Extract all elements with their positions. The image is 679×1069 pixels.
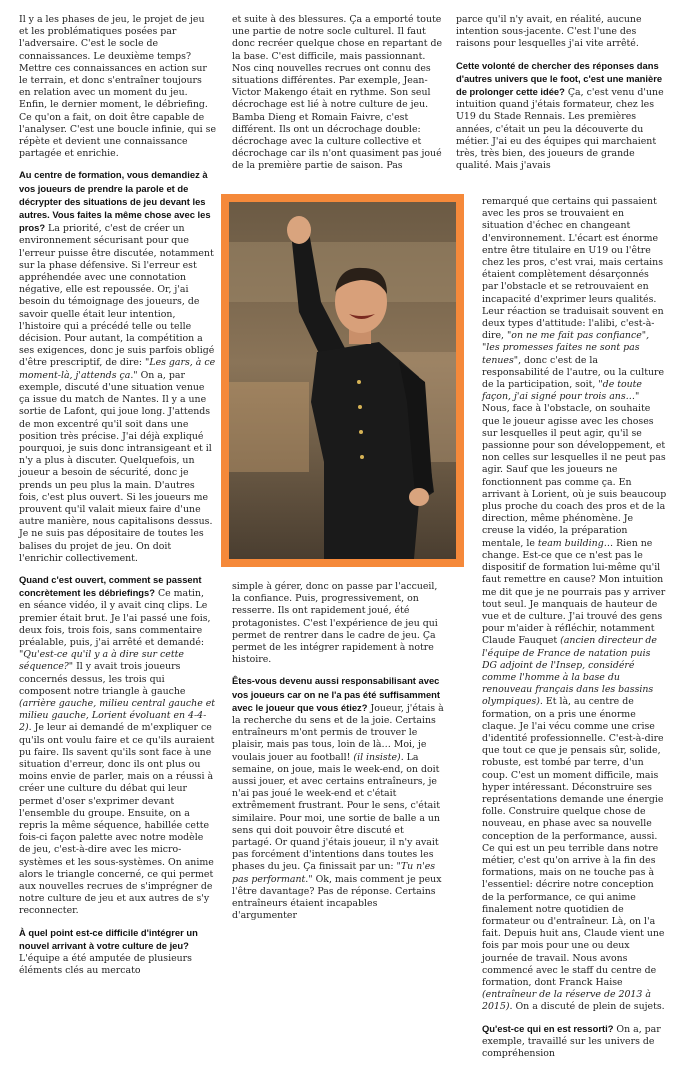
answer-text: Ça, c'est venu d'une intuition quand j'étais formateur, chez les U19 du Stade Rennais. Les premières années, c'était un peu la découverte du métier. J'ai eu des équipes qui marchaient très, très bien, des joueurs de grande qualité. Mais j'avais: [456, 87, 664, 172]
paragraph: [456, 60, 667, 173]
paragraph-text: Il y a les phases de jeu, le projet de jeu et les problématiques posées par l'adversaire. C'est le socle de connaissances. Le deuxième temps? Mettre ces connaissances en action sur le terrain, et donc s'entraîner toujours en relation avec un moment du jeu. Enfin, le dernier moment, le débriefing. Ce qu'on a fait, on doit être capable de l'analyser. C'est une boucle infinie, qui se répète et devient une connaissance partagée et enrichie.: [19, 14, 216, 160]
column-3-body: [482, 196, 667, 1069]
paragraph-text: simple à gérer, donc on passe par l'accueil, la confiance. Puis, progressivement, on resserre. Ils ont rapidement joué, été protagonistes. C'est l'expérience de jeu qui permet de rentrer dans le cadre de jeu. Ça permet de les intégrer rapidement à notre histoire.: [232, 581, 438, 666]
column-2-top: [232, 14, 444, 182]
paragraph: [482, 196, 667, 1014]
answer-text: Il y avait trois joueurs concernés dessus, les trois qui composent notre triangle à gauche: [19, 661, 186, 697]
answer-text: Ce matin, en séance vidéo, il y avait cinq clips. Le premier était brut. Je l'ai passé une fois, deux fois, trois fois, sans commentaire préalable, puis, j'ai arrêté et demandé:: [19, 588, 211, 648]
quote: "Les gars, à ce moment-là, j'attends ça.": [19, 357, 216, 381]
quote: "de toute façon, j'ai signé pour trois ans…": [482, 379, 642, 403]
answer-text: , donc c'est de la responsabilité de l'autre, ou la culture de la participation, soit,: [482, 354, 665, 391]
answer-text: On a, par exemple, travaillé sur les univers de compréhension: [482, 1023, 661, 1060]
answer-text: Joueur, j'étais à la recherche du sens et de la joie. Certains entraîneurs m'ont permis de trouver le plaisir, mais pas tous, loin de là… Moi, je voulais jouer au football!: [232, 702, 444, 763]
question: Quand c'est ouvert, comment se passent concrètement les débriefings?: [19, 573, 202, 599]
paragraph: [19, 169, 216, 565]
column-2-bottom: [232, 581, 444, 931]
answer-text: . On a discuté de plein de sujets.: [509, 1001, 665, 1013]
question: Au centre de formation, vous demandiez à vos joueurs de prendre la parole et de décrypter des situations de jeu devant les autres. Vous faites la même chose avec les pros?: [19, 169, 211, 234]
photo-frame: [221, 194, 464, 567]
question: Êtes-vous devenu aussi responsabilisant avec vos joueurs car on ne l'a pas été suffisamment avec le joueur que vous étiez?: [232, 675, 441, 713]
parenthetical: (entraîneur de la réserve de 2013 à 2015): [482, 989, 651, 1013]
paragraph: [456, 14, 667, 51]
paragraph-text: et suite à des blessures. Ça a emporté toute une partie de notre socle culturel. Il faut donc recréer quelque chose en repartant de la base. C'est difficile, mais passionnant. Nos cinq nouvelles recrues ont connu des situations différentes. Par exemple, Jean-Victor Makengo était en rythme. Son seul décrochage est lié à notre culture de jeu. Bamba Dieng et Romain Faivre, c'est différent. Ils ont un décrochage double: décrochage avec la culture collective et décrochage car ils n'ont quasiment pas joué de la première partie de saison. Pas: [232, 14, 443, 172]
paragraph: [482, 1023, 667, 1061]
quote: "Tu n'es pas performant.": [232, 861, 436, 885]
paragraph: [232, 14, 444, 173]
paragraph: [19, 14, 216, 160]
answer-text: . Et là, au centre de formation, on a pris une énorme claque. Je l'ai vécu comme une crise d'identité professionnelle. C'est-à-dire que tout ce que je pensais sûr, solide, robuste, est tombé par terre, d'un coup. C'est un moment difficile, mais hyper intéressant. Déconstruire ses représentations demande une énergie folle. Construire quelque chose de nouveau, en phase avec sa nouvelle conception de la performance, aussi. Ce qui est un peu terrible dans notre métier, c'est qu'on arrive à la fin des formations, mais on ne touche pas à l'essentiel: décrire notre conception de la performance, ce qui anime finalement notre quotidien de formateur ou d'entraîneur. Là, on l'a fait. Depuis huit ans, Claude vient une fois par mois pour une ou deux journée de travail. Nous avons commencé avec le staff du centre de formation, dont Franck Haise: [482, 696, 665, 988]
question: Cette volonté de chercher des réponses dans d'autres univers que le foot, c'est une manière de prolonger cette idée?: [456, 59, 663, 98]
answer-text: … Rien ne change. Est-ce que ce n'est pas le dispositif de formation lui-même qu'il faut remettre en cause? Mon intuition me dit que je ne pourrais pas y arriver tout seul. Je manquais de hauteur de vue et de culture. J'ai trouvé des gens pour m'aider à réfléchir, notamment Claude Fauquet: [482, 537, 666, 647]
question: À quel point est-ce difficile d'intégrer un nouvel arrivant à votre culture de jeu?: [19, 926, 198, 951]
quote: "on ne me fait pas confiance", "les promesses faites ne sont pas tenues": [482, 330, 650, 366]
paragraph: [232, 581, 444, 666]
coach-celebrating-photo: [229, 202, 456, 559]
question: Qu'est-ce qui en est ressorti?: [482, 1022, 614, 1034]
paragraph-text: parce qu'il n'y avait, en réalité, aucune intention sous-jacente. C'est l'une des raisons pour lesquelles j'ai vite arrêté.: [456, 14, 642, 50]
parenthetical: (il insiste): [353, 751, 401, 763]
quote: "Qu'est-ce qu'il y a à dire sur cette séquence?": [19, 649, 184, 673]
parenthetical: (arrière gauche, milieu central gauche et milieu gauche, Lorient évoluant en 4-4-2): [19, 697, 216, 734]
emphasis: team building: [537, 537, 604, 549]
answer-text: La priorité, c'est de créer un environnement sécurisant pour que l'erreur puisse être discutée, notamment sur la phase défensive. Si l'erreur est appréhendée avec une connotation négative, elle est repoussée. Or, j'ai besoin du témoignage des joueurs, de savoir quelle était leur intention, l'histoire qui a précédé telle ou telle décision. Pour autant, la compétition a ses exigences, donc je suis parfois obligé d'être prescriptif, de dire:: [19, 223, 215, 369]
paragraph: [19, 927, 216, 978]
answer-text: On a, par exemple, discuté d'une situation venue ça issue du match de Nantes. Il y a une sortie de Lafont, qui joue long. J'attends de mon excentré qu'il soit dans une position très précise. J'ai déjà expliqué pourquoi, je suis donc intransigeant et il n'y a plus à discuter. Quelquefois, un joueur a besoin de sécurité, donc je prends un peu plus la main. D'autres fois, c'est plus ouvert. Si les joueurs me prouvent qu'il valait mieux faire d'une autre manière, nous capitalisons dessus. Je ne suis pas dépositaire de toutes les balises du projet de jeu. On doit l'enrichir collectivement.: [19, 369, 213, 564]
paragraph: [232, 675, 444, 922]
column-1: [19, 14, 216, 986]
parenthetical: (ancien directeur de l'équipe de France de natation puis DG adjoint de l'Insep, considéré comme l'homme à la base du renouveau français dans les bassins olympiques): [482, 635, 657, 708]
answer-text: . Je leur ai demandé de m'expliquer ce qu'ils ont voulu faire et ce qu'ils auraient pu faire. Ils savent qu'ils sont face à une situation d'erreur, donc ils ont plus ou moins envie de parler, mais on a réussi à créer une culture du débat qui leur permet d'oser s'exprimer devant l'ensemble du groupe. Ensuite, on a repris la même séquence, habillée cette fois-ci façon palette avec notre modèle de jeu, c'est-à-dire avec les micro-systèmes et les sous-systèmes. On anime alors le triangle concerné, ce qui permet aux nouvelles recrues de s'imprégner de notre culture de jeu et aux autres de s'y reconnecter.: [19, 722, 215, 917]
paragraph: [19, 574, 216, 918]
answer-text: L'équipe a été amputée de plusieurs éléments clés au mercato: [19, 953, 192, 977]
answer-text: . La semaine, on joue, mais le week-end, on doit aussi jouer, et avec certains entraîneurs, je n'ai pas joué le week-end et c'était extrêmement frustrant. Pour le sens, c'était similaire. Pour moi, une sortie de balle a un sens qui doit pouvoir être discuté et partagé. Or quand j'étais joueur, il n'y avait pas forcément d'intentions dans toutes les phases du jeu. Ça finissait par un:: [232, 751, 440, 873]
column-3-top: [456, 14, 667, 181]
answer-text: remarqué que certains qui passaient avec les pros se trouvaient en situation d'échec en changeant d'environnement. L'écart est énorme entre être titulaire en U19 ou l'être chez les pros, c'est vrai, mais certains étaient complètement désarçonnés par l'obstacle et se retrouvaient en incapacité d'exprimer leurs qualités. Leur réaction se traduisait souvent en deux types d'attitude: l'alibi, c'est-à-dire,: [482, 196, 664, 342]
answer-text: Ok, mais comment je peux l'être davantage? Pas de réponse. Certains entraîneurs étaient incapables d'argumenter: [232, 873, 442, 922]
answer-text: Nous, face à l'obstacle, on souhaite que le joueur agisse avec les choses sur lesquelles il peut agir, qu'il se passionne pour son développement, et non celles sur lesquelles il ne peut pas agir. Sauf que les joueurs ne fonctionnent pas comme ça. En arrivant à Lorient, où je suis beaucoup plus proche du coach des pros et de la direction, même phénomène. Je creuse la vidéo, la préparation mentale, le: [482, 403, 667, 549]
